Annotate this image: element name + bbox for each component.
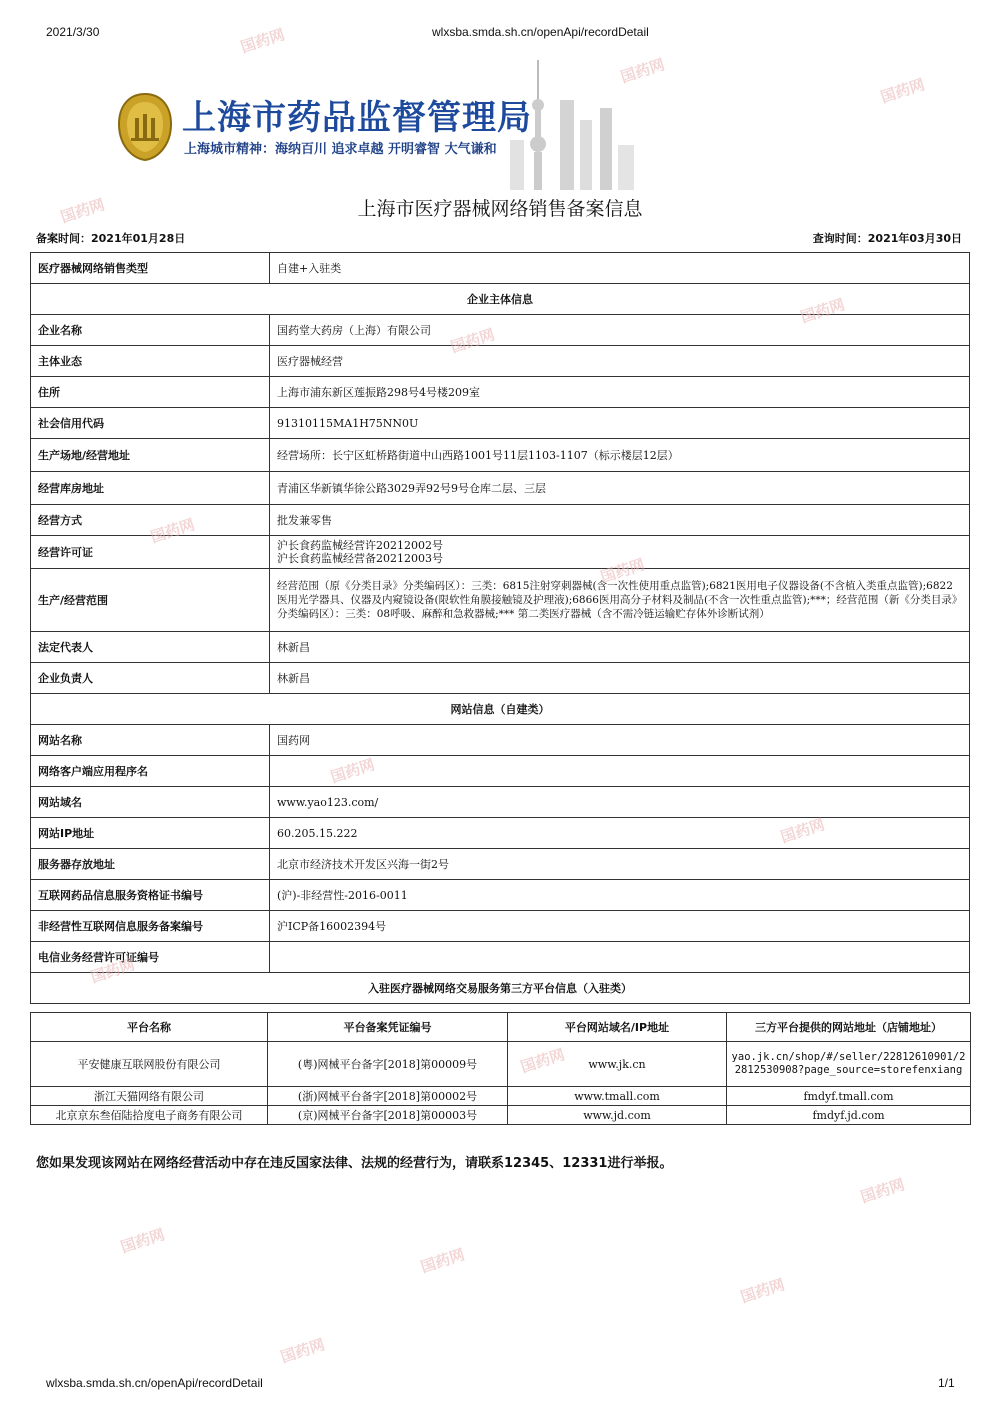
field-label: 住所 bbox=[31, 377, 270, 408]
table-row bbox=[31, 536, 970, 569]
field-label: 互联网药品信息服务资格证书编号 bbox=[31, 880, 270, 911]
table-row bbox=[31, 377, 970, 408]
field-value: 林新昌 bbox=[270, 663, 970, 694]
field-value: 经营范围（原《分类目录》分类编码区）：三类：6815注射穿刺器械(含一次性使用重点监管);6821医用电子仪器设备(不含植入类重点监管);6822医用光学器具、仪器及内窥镜设备(限软性角膜接触镜及护理液);6866医用高分子材料及制品(不含一次性重点监管);***；经营范围（新《分类目录》分类编码区）：三类：08呼吸、麻醉和急救器械;*** 第二类医疗器械（含不需冷链运输贮存体外诊断试剂） bbox=[270, 569, 970, 632]
platform-record-no: (粤)网械平台备字[2018]第00009号 bbox=[268, 1042, 508, 1087]
table-row bbox=[31, 253, 970, 284]
table-row bbox=[31, 756, 970, 787]
field-value: 批发兼零售 bbox=[270, 505, 970, 536]
table-row bbox=[31, 632, 970, 663]
field-label: 网站名称 bbox=[31, 725, 270, 756]
field-label: 电信业务经营许可证编号 bbox=[31, 942, 270, 973]
license-values bbox=[270, 536, 970, 569]
field-value: 上海市浦东新区莲振路298号4号楼209室 bbox=[270, 377, 970, 408]
table-row bbox=[31, 408, 970, 439]
platform-row bbox=[31, 1042, 971, 1087]
table-row bbox=[31, 725, 970, 756]
field-label: 企业负责人 bbox=[31, 663, 270, 694]
watermark-logo: 国药网 bbox=[518, 1045, 567, 1077]
report-notice: 您如果发现该网站在网络经营活动中存在违反国家法律、法规的经营行为，请联系12345、12331进行举报。 bbox=[36, 1156, 673, 1171]
field-value: 沪ICP备16002394号 bbox=[270, 911, 970, 942]
platform-row bbox=[31, 1106, 971, 1125]
field-value: 国药堂大药房（上海）有限公司 bbox=[270, 315, 970, 346]
watermark-logo: 国药网 bbox=[778, 815, 827, 847]
table-row bbox=[31, 346, 970, 377]
watermark-logo: 国药网 bbox=[278, 1335, 327, 1367]
table-row bbox=[31, 505, 970, 536]
platform-name: 北京京东叁佰陆拾度电子商务有限公司 bbox=[31, 1106, 268, 1125]
column-header: 平台名称 bbox=[31, 1013, 268, 1042]
bureau-name: 上海市药品监督管理局 bbox=[182, 98, 532, 138]
print-footer-url: wlxsba.smda.sh.cn/openApi/recordDetail bbox=[46, 1376, 263, 1390]
field-value bbox=[270, 756, 970, 787]
watermark-logo: 国药网 bbox=[858, 1175, 907, 1207]
field-label: 非经营性互联网信息服务备案编号 bbox=[31, 911, 270, 942]
watermark-logo: 国药网 bbox=[328, 755, 377, 787]
field-label: 主体业态 bbox=[31, 346, 270, 377]
field-label: 企业名称 bbox=[31, 315, 270, 346]
field-label: 网站IP地址 bbox=[31, 818, 270, 849]
enterprise-section-title: 企业主体信息 bbox=[31, 284, 970, 315]
field-label: 经营许可证 bbox=[31, 536, 270, 569]
table-row bbox=[31, 818, 970, 849]
watermark-logo: 国药网 bbox=[448, 325, 497, 357]
table-row bbox=[31, 663, 970, 694]
field-value: 林新昌 bbox=[270, 632, 970, 663]
table-row bbox=[31, 880, 970, 911]
bureau-emblem-logo bbox=[115, 92, 175, 162]
field-value: 北京市经济技术开发区兴海一街2号 bbox=[270, 849, 970, 880]
field-value: 经营场所：长宁区虹桥路街道中山西路1001号11层1103-1107（标示楼层12层） bbox=[270, 439, 970, 472]
field-label: 法定代表人 bbox=[31, 632, 270, 663]
field-value: 青浦区华新镇华徐公路3029弄92号9号仓库二层、三层 bbox=[270, 472, 970, 505]
platform-record-no: (京)网械平台备字[2018]第00003号 bbox=[268, 1106, 508, 1125]
platform-domain: www.tmall.com bbox=[508, 1087, 727, 1106]
bureau-slogan: 上海城市精神：海纳百川 追求卓越 开明睿智 大气谦和 bbox=[184, 142, 497, 157]
platform-domain: www.jd.com bbox=[508, 1106, 727, 1125]
website-section-title: 网站信息（自建类） bbox=[31, 694, 970, 725]
platform-header-row bbox=[31, 1013, 971, 1042]
watermark-logo: 国药网 bbox=[738, 1275, 787, 1307]
table-row bbox=[31, 911, 970, 942]
field-value: (沪)-非经营性-2016-0011 bbox=[270, 880, 970, 911]
watermark-logo: 国药网 bbox=[798, 295, 847, 327]
field-label: 网站域名 bbox=[31, 787, 270, 818]
store-url: yao.jk.cn/shop/#/seller/22812610901/22812530908?page_source=storefenxiang bbox=[727, 1042, 971, 1087]
record-table bbox=[30, 252, 970, 1004]
watermark-logo: 国药网 bbox=[598, 555, 647, 587]
query-time: 查询时间：2021年03月30日 bbox=[812, 232, 962, 245]
page-number: 1/1 bbox=[938, 1376, 955, 1390]
column-header: 平台网站域名/IP地址 bbox=[508, 1013, 727, 1042]
platform-domain: www.jk.cn bbox=[508, 1042, 727, 1087]
field-label: 生产/经营范围 bbox=[31, 569, 270, 632]
watermark-logo: 国药网 bbox=[148, 515, 197, 547]
field-value: www.yao123.com/ bbox=[270, 787, 970, 818]
store-url: fmdyf.tmall.com bbox=[727, 1087, 971, 1106]
platform-record-no: (浙)网械平台备字[2018]第00002号 bbox=[268, 1087, 508, 1106]
platform-name: 浙江天猫网络有限公司 bbox=[31, 1087, 268, 1106]
column-header: 平台备案凭证编号 bbox=[268, 1013, 508, 1042]
field-value: 国药网 bbox=[270, 725, 970, 756]
field-label: 服务器存放地址 bbox=[31, 849, 270, 880]
field-label: 医疗器械网络销售类型 bbox=[31, 253, 270, 284]
store-url: fmdyf.jd.com bbox=[727, 1106, 971, 1125]
field-value: 医疗器械经营 bbox=[270, 346, 970, 377]
column-header: 三方平台提供的网站地址（店铺地址） bbox=[727, 1013, 971, 1042]
table-row bbox=[31, 849, 970, 880]
record-time: 备案时间：2021年01月28日 bbox=[36, 232, 186, 245]
table-row bbox=[31, 569, 970, 632]
field-label: 经营库房地址 bbox=[31, 472, 270, 505]
platform-table bbox=[30, 1012, 971, 1125]
field-label: 生产场地/经营地址 bbox=[31, 439, 270, 472]
table-row bbox=[31, 472, 970, 505]
table-row bbox=[31, 787, 970, 818]
watermark-logo: 国药网 bbox=[88, 955, 137, 987]
field-label: 网络客户端应用程序名 bbox=[31, 756, 270, 787]
table-row bbox=[31, 942, 970, 973]
section-header-row bbox=[31, 694, 970, 725]
table-row bbox=[31, 315, 970, 346]
field-value: 60.205.15.222 bbox=[270, 818, 970, 849]
field-value: 91310115MA1H75NN0U bbox=[270, 408, 970, 439]
field-value: 自建+入驻类 bbox=[270, 253, 970, 284]
table-row bbox=[31, 439, 970, 472]
watermark-logo: 国药网 bbox=[418, 1245, 467, 1277]
field-label: 社会信用代码 bbox=[31, 408, 270, 439]
watermark-logo: 国药网 bbox=[238, 25, 287, 57]
watermark-logo: 国药网 bbox=[618, 55, 667, 87]
license-line: 沪长食药监械经营许20212002号 bbox=[277, 539, 443, 552]
section-header-row bbox=[31, 284, 970, 315]
document-title: 上海市医疗器械网络销售备案信息 bbox=[357, 198, 643, 220]
watermark-logo: 国药网 bbox=[118, 1225, 167, 1257]
platform-section-title: 入驻医疗器械网络交易服务第三方平台信息（入驻类） bbox=[31, 973, 970, 1004]
platform-name: 平安健康互联网股份有限公司 bbox=[31, 1042, 268, 1087]
platform-row bbox=[31, 1087, 971, 1106]
section-header-row bbox=[31, 973, 970, 1004]
watermark-logo: 国药网 bbox=[58, 195, 107, 227]
license-line: 沪长食药监械经营备20212003号 bbox=[277, 552, 443, 565]
field-label: 经营方式 bbox=[31, 505, 270, 536]
watermark-logo: 国药网 bbox=[878, 75, 927, 107]
field-value bbox=[270, 942, 970, 973]
bureau-banner bbox=[115, 82, 532, 192]
print-date: 2021/3/30 bbox=[46, 25, 100, 39]
city-skyline-illustration bbox=[490, 60, 640, 190]
print-url: wlxsba.smda.sh.cn/openApi/recordDetail bbox=[432, 25, 649, 39]
